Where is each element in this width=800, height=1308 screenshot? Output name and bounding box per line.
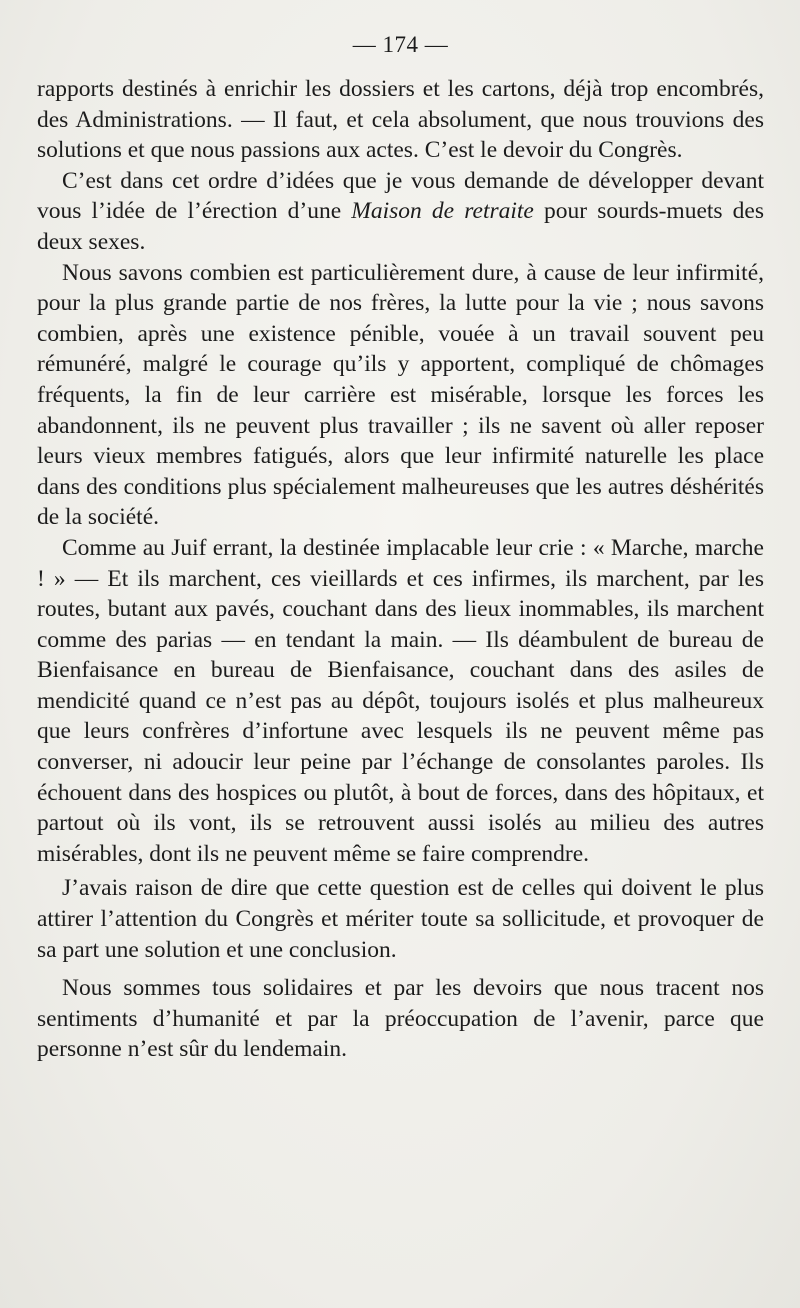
paragraph-4: Comme au Juif errant, la destinée implacable leur crie : « Marche, marche ! » — Et ils marchent, ces vieillards et ces infirmes, ils marchent, par les routes, butant aux pavés, couchant dans des lieux inommables, ils marchent comme des parias — en tendant la main. — Ils déambulent de bureau de Bienfaisance en bureau de Bienfaisance, couchant dans des asiles de mendicité quand ce n’est pas au dépôt, toujours isolés et plus malheureux que leurs confrères d’infortune avec lesquels ils ne peuvent même pas converser, ni adoucir leur peine par l’échange de consolantes paroles. Ils échouent dans des hospices ou plutôt, à bout de forces, dans des hôpitaux, et partout où ils vont, ils se retrouvent aussi isolés au milieu des autres misérables, dont ils ne peuvent même se faire comprendre. [37, 534, 764, 867]
paragraph-2 [37, 166, 764, 258]
page-body [37, 74, 764, 1065]
paragraph-3: Nous savons combien est particulièrement dure, à cause de leur infirmité, pour la plus grande partie de nos frères, la lutte pour la vie ; nous savons combien, après une existence pénible, vouée à un travail souvent peu rémunéré, malgré le courage qu’ils y apportent, compliqué de chômages fréquents, la fin de leur carrière est misérable, lorsque les forces les abandonnent, ils ne peuvent plus travailler ; ils ne savent où aller reposer leurs vieux membres fatigués, alors que leur infirmité naturelle les place dans des conditions plus spécialement malheureuses que les autres déshérités de la société. [37, 259, 764, 531]
paragraph-2-emphasis: Maison de retraite [351, 198, 534, 225]
paragraph-1: rapports destinés à enrichir les dossiers et les cartons, déjà trop encombrés, des Administrations. — Il faut, et cela absolument, que nous trouvions des solutions et que nous passions aux actes. C’est le devoir du Congrès. [37, 76, 764, 164]
paragraph-5: J’avais raison de dire que cette question est de celles qui doivent le plus attirer l’attention du Congrès et mériter toute sa sollicitude, et provoquer de sa part une solution et une conclusion. [37, 875, 764, 963]
paragraph-2-end: pour sourds-muets des deux sexes. [37, 198, 765, 255]
paragraph-6: Nous sommes tous solidaires et par les devoirs que nous tracent nos sentiments d’humanité et par la préoccupation de l’avenir, parce que personne n’est sûr du lendemain. [37, 975, 764, 1063]
paragraph-2-start: C’est dans cet ordre d’idées que je vous demande de développer devant vous l’idée de l’érection d’une [37, 167, 764, 225]
page-number: — 174 — [352, 32, 449, 57]
